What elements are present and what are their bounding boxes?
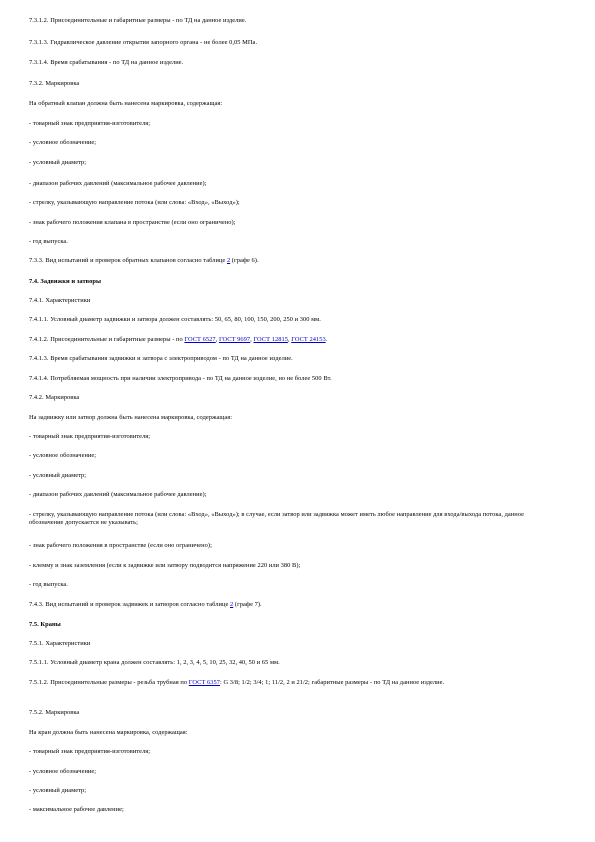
- paragraph-text: - условный диаметр;: [29, 472, 87, 479]
- paragraph-text: 7.5.2. Маркировка: [29, 709, 80, 716]
- paragraph-27: [29, 542, 549, 550]
- paragraph-34: [29, 679, 549, 687]
- paragraph-6: [29, 120, 549, 128]
- paragraph-text: - год выпуска.: [29, 238, 68, 245]
- paragraph-text: 7.5.1.1. Условный диаметр крана должен составлять: 1, 2, 3, 4, 5, 10, 25, 32, 40, 50 и 65 мм.: [29, 659, 280, 666]
- reference-link[interactable]: ГОСТ 12815: [253, 336, 288, 343]
- paragraph-40: [29, 806, 549, 814]
- paragraph-text: - стрелку, указывающую направление потока (или слова: «Вход», «Выход»); в случае, если затвор или задвижка может иметь любое направление для входа/выхода потока, данное обозначение допускается не указывать;: [29, 511, 526, 526]
- paragraph-7: [29, 139, 549, 147]
- paragraph-text: - товарный знак предприятия-изготовителя;: [29, 433, 151, 440]
- paragraph-8: [29, 159, 549, 167]
- paragraph-28: [29, 562, 549, 570]
- paragraph-text: - товарный знак предприятия-изготовителя;: [29, 748, 151, 755]
- paragraph-13: [29, 257, 549, 265]
- paragraph-26: [29, 511, 549, 527]
- paragraph-39: [29, 787, 549, 795]
- paragraph-text: : G 3/8; 1/2; 3/4; 1; 11/2, 2 и 21/2; габаритные размеры - по ТД на данное изделие.: [219, 679, 445, 686]
- paragraph-4: [29, 80, 549, 88]
- paragraph-text: ,: [287, 336, 292, 343]
- paragraph-text: 7.3.1.3. Гидравлическое давление открытия запорного органа - не более 0,05 МПа.: [29, 39, 258, 46]
- reference-link[interactable]: ГОСТ 24153: [291, 336, 326, 343]
- paragraph-text: 7.3.1.2. Присоединительные и габаритные размеры - по ТД на данное изделие.: [29, 17, 247, 24]
- paragraph-text: .: [325, 336, 328, 343]
- paragraph-35: [29, 709, 549, 717]
- paragraph-32: [29, 640, 549, 648]
- paragraph-text: - диапазон рабочих давлений (максимальное рабочее давление);: [29, 180, 207, 187]
- paragraph-text: - знак рабочего положения в пространстве (если оно ограничено);: [29, 542, 212, 549]
- paragraph-text: 7.5.1. Характеристики: [29, 640, 91, 647]
- paragraph-text: 7.4.1.4. Потребляемая мощность при наличии электропривода - по ТД на данное изделие, но не более 500 Вт.: [29, 375, 332, 382]
- paragraph-30: [29, 601, 549, 609]
- paragraph-20: [29, 394, 549, 402]
- paragraph-31: [29, 621, 549, 629]
- paragraph-37: [29, 748, 549, 756]
- paragraph-text: 7.4.1.1. Условный диаметр задвижки и затвора должен составлять: 50, 65, 80, 100, 150, 200, 250 и 300 мм.: [29, 316, 321, 323]
- reference-link[interactable]: ГОСТ 6527: [184, 336, 216, 343]
- paragraph-text: - максимальное рабочее давление;: [29, 806, 124, 813]
- paragraph-text: 7.4.2. Маркировка: [29, 394, 80, 401]
- paragraph-text: На обратный клапан должна быть нанесена маркировка, содержащая:: [29, 100, 223, 107]
- paragraph-text: 7.4.1. Характеристики: [29, 297, 91, 304]
- section-heading-text: 7.4. Задвижки и затворы: [29, 278, 102, 285]
- paragraph-text: - условное обозначение;: [29, 768, 97, 775]
- paragraph-9: [29, 180, 549, 188]
- paragraph-text: - условный диаметр;: [29, 159, 87, 166]
- paragraph-22: [29, 433, 549, 441]
- paragraph-11: [29, 219, 549, 227]
- paragraph-33: [29, 659, 549, 667]
- paragraph-text: - знак рабочего положения клапана в пространстве (если оно ограничено);: [29, 219, 236, 226]
- section-heading-text: 7.5. Краны: [29, 621, 61, 628]
- paragraph-text: На задвижку или затвор должна быть нанесена маркировка, содержащая:: [29, 414, 233, 421]
- paragraph-36: [29, 729, 549, 737]
- paragraph-16: [29, 316, 549, 324]
- paragraph-text: 7.3.3. Вид испытаний и проверок обратных клапанов согласно таблице: [29, 257, 227, 264]
- paragraph-10: [29, 199, 549, 207]
- paragraph-text: (графе 6).: [230, 257, 259, 264]
- paragraph-text: (графе 7).: [233, 601, 262, 608]
- reference-link[interactable]: ГОСТ 9697: [218, 336, 251, 343]
- paragraph-23: [29, 452, 549, 460]
- reference-link[interactable]: 2: [230, 601, 234, 608]
- paragraph-24: [29, 472, 549, 480]
- paragraph-19: [29, 375, 549, 383]
- paragraph-3: [29, 59, 549, 67]
- reference-link[interactable]: ГОСТ 6357: [188, 679, 220, 686]
- paragraph-text: На кран должна быть нанесена маркировка, содержащая:: [29, 729, 188, 736]
- reference-link[interactable]: 2: [226, 257, 231, 264]
- paragraph-text: 7.4.1.3. Время срабатывания задвижки и затвора с электроприводом - по ТД на данное изделие.: [29, 355, 293, 362]
- paragraph-text: ,: [215, 336, 219, 343]
- paragraph-14: [29, 278, 549, 286]
- paragraph-38: [29, 768, 549, 776]
- paragraph-text: - условное обозначение;: [29, 139, 97, 146]
- paragraph-12: [29, 238, 549, 246]
- paragraph-text: - условное обозначение;: [29, 452, 97, 459]
- paragraph-text: ,: [250, 336, 254, 343]
- paragraph-text: 7.4.1.2. Присоединительные и габаритные размеры - по: [29, 336, 185, 343]
- paragraph-29: [29, 581, 549, 589]
- paragraph-text: - диапазон рабочих давлений (максимальное рабочее давление);: [29, 491, 207, 498]
- paragraph-21: [29, 414, 549, 422]
- paragraph-1: [29, 17, 549, 25]
- paragraph-text: 7.3.2. Маркировка: [29, 80, 80, 87]
- paragraph-5: [29, 100, 549, 108]
- paragraph-17: [29, 336, 549, 344]
- paragraph-text: - условный диаметр;: [29, 787, 87, 794]
- paragraph-18: [29, 355, 549, 363]
- paragraph-text: - год выпуска.: [29, 581, 68, 588]
- paragraph-text: 7.3.1.4. Время срабатывания - по ТД на данное изделие.: [29, 59, 184, 66]
- paragraph-25: [29, 491, 549, 499]
- paragraph-text: 7.4.3. Вид испытаний и проверок задвижек и затворов согласно таблице: [29, 601, 230, 608]
- paragraph-text: - товарный знак предприятия-изготовителя;: [29, 120, 151, 127]
- paragraph-text: - клемму и знак заземления (если к задвижке или затвору подводится напряжение 220 или 380 В);: [29, 562, 301, 569]
- paragraph-15: [29, 297, 549, 305]
- paragraph-text: 7.5.1.2. Присоединительные размеры - резьба трубная по: [29, 679, 189, 686]
- paragraph-text: - стрелку, указывающую направление потока (или слова: «Вход», «Выход»);: [29, 199, 240, 206]
- paragraph-2: [29, 39, 549, 47]
